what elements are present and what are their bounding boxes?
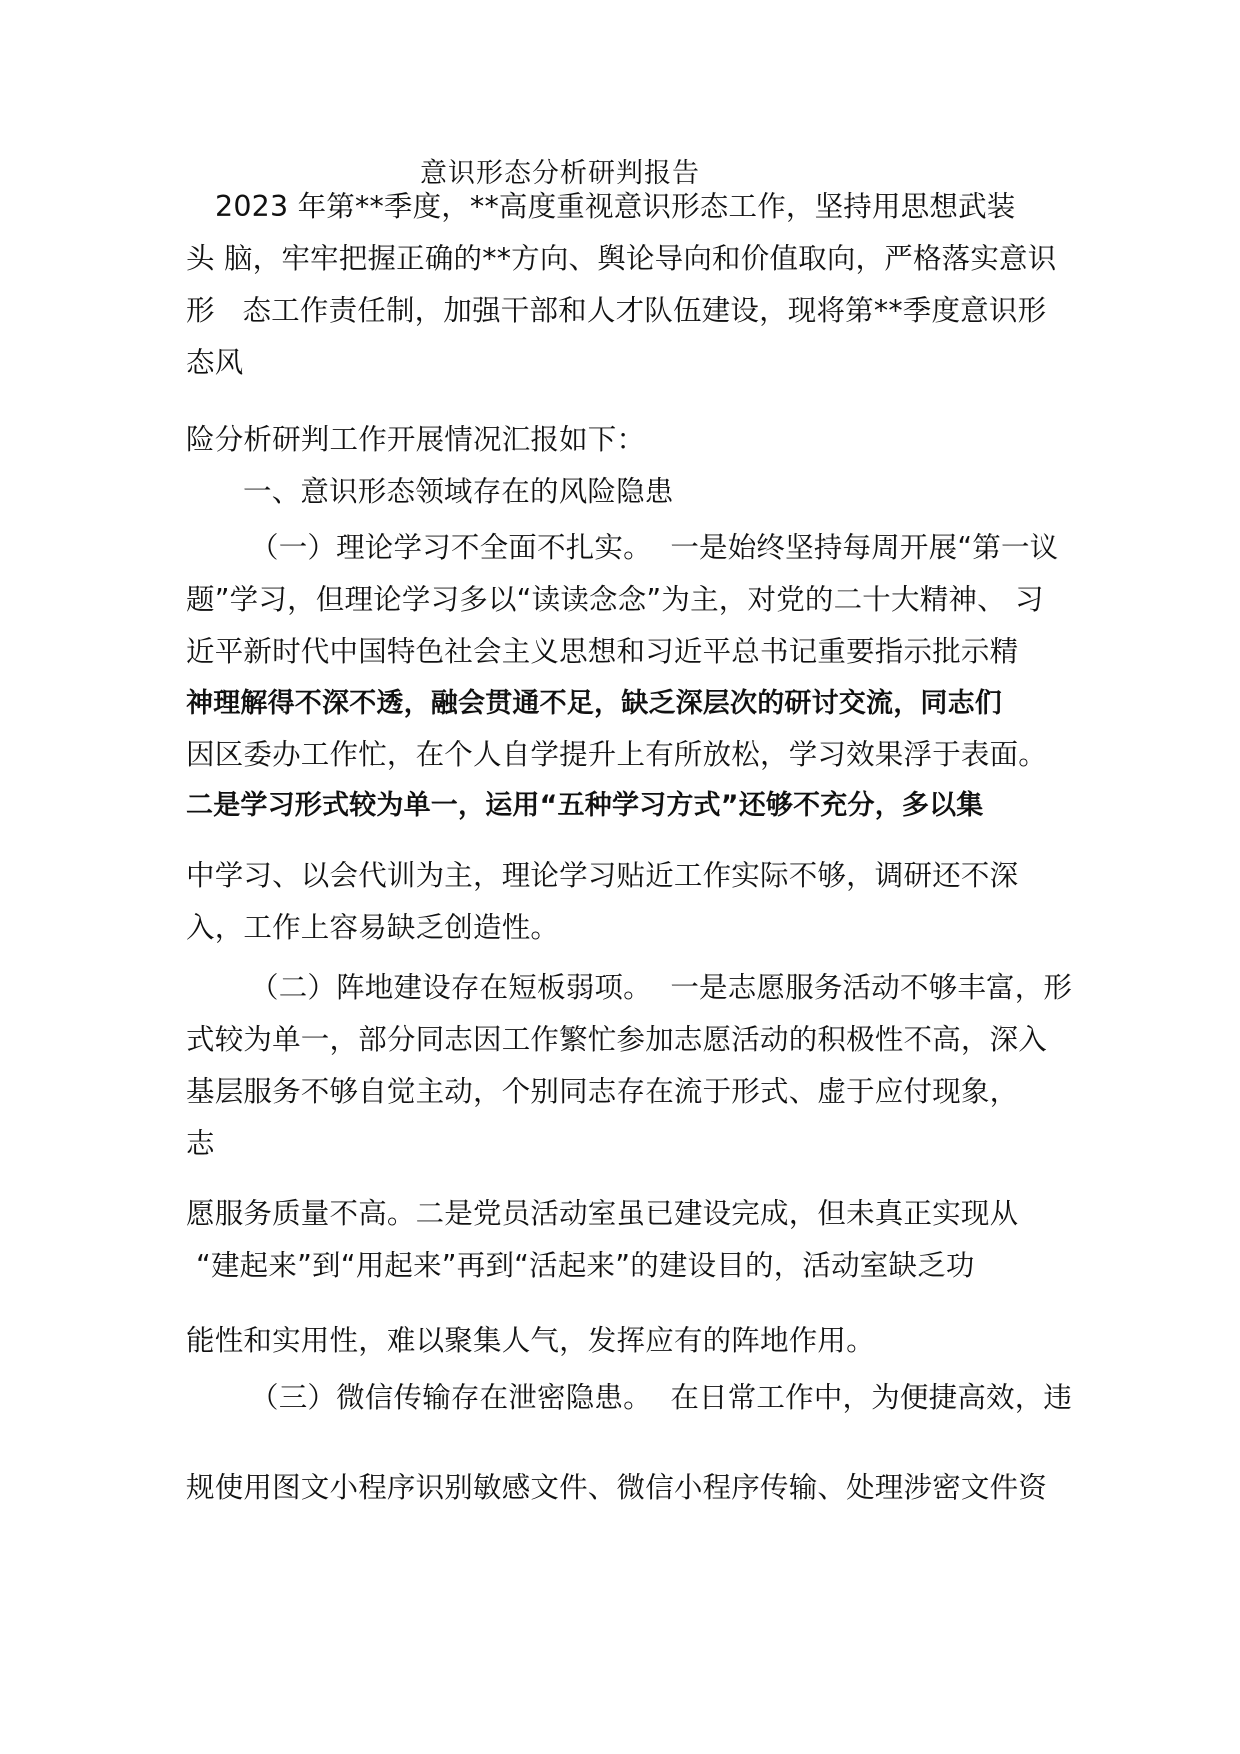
paragraph-line: 能性和实用性，难以聚集人气，发挥应有的阵地作用。: [186, 1324, 875, 1357]
paragraph-line: 规使用图文小程序识别敏感文件、微信小程序传输、处理涉密文件资: [186, 1471, 1048, 1504]
paragraph-line: 题”学习，但理论学习多以“读读念念”为主，对党的二十大精神、 习: [186, 583, 1044, 616]
paragraph-line: （一）理论学习不全面不扎实。 一是始终坚持每周开展“第一议: [250, 531, 1059, 564]
paragraph-line: 态风: [186, 346, 244, 379]
paragraph-line: 2023 年第**季度，**高度重视意识形态工作，坚持用思想武装: [215, 190, 1016, 223]
paragraph-line: 近平新时代中国特色社会主义思想和习近平总书记重要指示批示精: [186, 635, 1019, 668]
paragraph-line: 式较为单一，部分同志因工作繁忙参加志愿活动的积极性不高，深入: [186, 1023, 1048, 1056]
paragraph-line: 因区委办工作忙，在个人自学提升上有所放松，学习效果浮于表面。: [186, 738, 1048, 771]
paragraph-line: 形 态工作责任制，加强干部和人才队伍建设，现将第**季度意识形: [186, 294, 1047, 327]
document-title: 意识形态分析研判报告: [420, 158, 700, 189]
paragraph-line: （二）阵地建设存在短板弱项。 一是志愿服务活动不够丰富，形: [250, 971, 1073, 1004]
paragraph-line: 中学习、以会代训为主，理论学习贴近工作实际不够，调研还不深: [186, 859, 1019, 892]
paragraph-line: 险分析研判工作开展情况汇报如下：: [186, 423, 646, 456]
paragraph-line: 二是学习形式较为单一，运用“五种学习方式”还够不充分，多以集: [186, 790, 984, 821]
section-heading: 一、意识形态领域存在的风险隐患: [243, 475, 674, 508]
paragraph-line: 愿服务质量不高。二是党员活动室虽已建设完成，但未真正实现从: [186, 1197, 1019, 1230]
paragraph-line: 基层服务不够自觉主动，个别同志存在流于形式、虚于应付现象，: [186, 1075, 1019, 1108]
paragraph-line: 神理解得不深不透，融会贯通不足，缺乏深层次的研讨交流，同志们: [186, 688, 1002, 719]
paragraph-line: “建起来”到“用起来”再到“活起来”的建设目的，活动室缺乏功: [196, 1249, 975, 1282]
paragraph-line: 入，工作上容易缺乏创造性。: [186, 911, 560, 944]
paragraph-line: 头 脑，牢牢把握正确的**方向、舆论导向和价值取向，严格落实意识: [186, 242, 1057, 275]
paragraph-line: （三）微信传输存在泄密隐患。 在日常工作中，为便捷高效，违: [250, 1381, 1073, 1414]
paragraph-line: 志: [186, 1127, 215, 1160]
